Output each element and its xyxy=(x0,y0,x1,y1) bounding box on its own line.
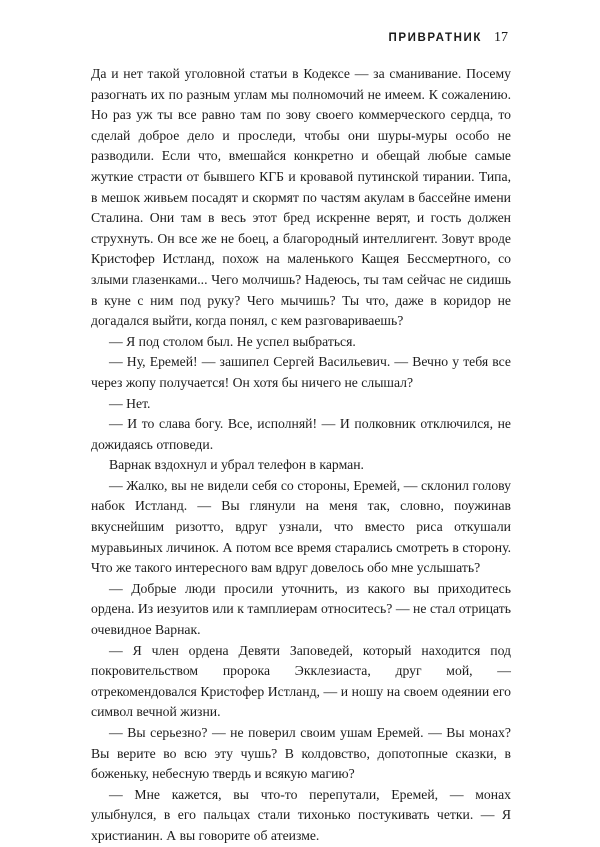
paragraph: Варнак вздохнул и убрал телефон в карман. xyxy=(109,457,364,473)
paragraph: — Нет. xyxy=(109,395,151,411)
paragraph: — Добрые люди просили уточнить, из какого вы приходитесь ордена. Из иезуитов или к тамплиерам относитесь? — не стал отрицать очевидное Варнак. xyxy=(91,580,511,638)
paragraph: — Вы серьезно? — не поверил своим ушам Еремей. — Вы монах? Вы верите во всю эту чушь? В колдовство, допотопные сказки, в боженьку, небесную твердь и всякую магию? xyxy=(91,725,511,782)
body-text xyxy=(91,64,511,847)
page-header xyxy=(388,30,508,46)
paragraph: — И то слава богу. Все, исполняй! — И полковник отключился, не дожидаясь отповеди. xyxy=(91,416,511,452)
paragraph: — Ну, Еремей! — зашипел Сергей Васильевич. — Вечно у тебя все через жопу получается! Он хотя бы ничего не слышал? xyxy=(91,354,511,390)
paragraph: — Мне кажется, вы что-то перепутали, Еремей, — монах улыбнулся, в его пальцах стали тихонько постукивать четки. — Я христианин. А вы говорите об атеизме. xyxy=(91,786,511,843)
paragraph: — Я под столом был. Не успел выбраться. xyxy=(109,333,356,349)
running-title: ПРИВРАТНИК xyxy=(388,32,482,44)
page-number: 17 xyxy=(494,30,508,45)
paragraph: — Я член ордена Девяти Заповедей, который находится под покровительством пророка Экклезиаста, друг мой, — отрекомендовался Кристофер Истланд, — и ношу на своем одеянии его символ вечной жизни. xyxy=(91,642,511,720)
paragraph: Да и нет такой уголовной статьи в Кодексе — за сманивание. Посему разогнать их по разным углам мы полномочий не имеем. К сожалению. Но раз уж ты все равно там по зову своего коммерческого сердца, то сделай доброе дело и проследи, чтобы они шуры-муры особо не разводили. Если что, вмешайся конкретно и обещай любые самые жуткие страсти от бывшего КГБ и кровавой путинской тирании. Типа, в мешок живьем посадят и скормят по частям акулам в бассейне имени Сталина. Они там в весь этот бред искренне верят, и гость должен струхнуть. Он все же не боец, а благородный интеллигент. Зовут вроде Кристофер Истланд, похож на маленького Кащея Бессмертного, со злыми глазенками... Чего молчишь? Надеюсь, ты там сейчас не сидишь в куне с ним под руку? Чего мычишь? Ты что, даже в коридор не догадался выйти, когда понял, с кем разговариваешь? xyxy=(91,66,511,329)
paragraph: — Жалко, вы не видели себя со стороны, Еремей, — склонил голову набок Истланд. — Вы глянули на меня так, словно, поужинав вкуснейшим ризотто, вдруг узнали, что вместо риса откушали муравьиных личинок. А потом все время старались смотреть в сторону. Что же такого интересного вам вдруг довелось обо мне услышать? xyxy=(91,477,511,576)
